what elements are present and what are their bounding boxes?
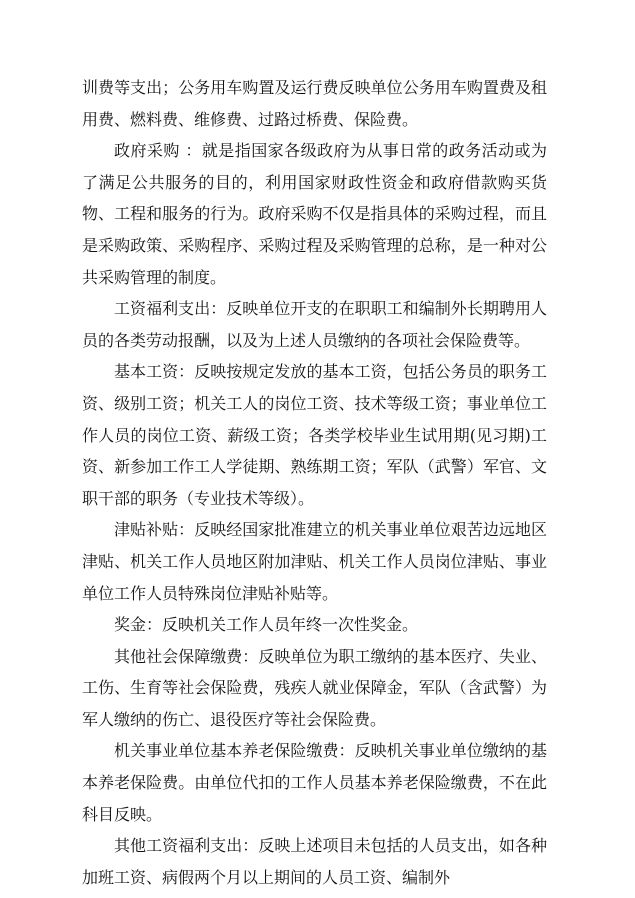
paragraph-other-social-security: 其他社会保障缴费：反映单位为职工缴纳的基本医疗、失业、工伤、生育等社会保险费，残疾人就业保障金，军队（含武警）为军人缴纳的伤亡、退役医疗等社会保险费。 [82, 646, 547, 729]
paragraph-basic-salary: 基本工资：反映按规定发放的基本工资，包括公务员的职务工资、级别工资；机关工人的岗位工资、技术等级工资；事业单位工作人员的岗位工资、薪级工资；各类学校毕业生试用期(见习期)工资、新参加工作工人学徒期、熟练期工资；军队（武警）军官、文职干部的职务（专业技术等级）。 [82, 362, 547, 508]
paragraph-other-wage-welfare: 其他工资福利支出：反映上述项目未包括的人员支出，如各种加班工资、病假两个月以上期间的人员工资、编制外 [82, 836, 547, 887]
paragraph-bonus: 奖金：反映机关工作人员年终一次性奖金。 [114, 615, 419, 635]
paragraph-wage-welfare-expenditure: 工资福利支出：反映单位开支的在职职工和编制外长期聘用人员的各类劳动报酬，以及为上述人员缴纳的各项社会保险费等。 [82, 299, 547, 350]
document-page [82, 72, 547, 893]
paragraph-vehicle-expenses: 训费等支出；公务用车购置及运行费反映单位公务用车购置费及租用费、燃料费、维修费、过路过桥费、保险费。 [82, 78, 547, 129]
paragraph-allowances-subsidies: 津贴补贴：反映经国家批准建立的机关事业单位艰苦边远地区津贴、机关工作人员地区附加津贴、机关工作人员岗位津贴、事业单位工作人员特殊岗位津贴补贴等。 [82, 520, 547, 603]
paragraph-pension-insurance: 机关事业单位基本养老保险缴费：反映机关事业单位缴纳的基本养老保险费。由单位代扣的工作人员基本养老保险缴费，不在此科目反映。 [82, 741, 547, 824]
paragraph-government-procurement: 政府采购 ：就是指国家各级政府为从事日常的政务活动或为了满足公共服务的目的，利用国家财政性资金和政府借款购买货物、工程和服务的行为。政府采购不仅是指具体的采购过程，而且是采购政策、采购程序、采购过程及采购管理的总称，是一种对公共采购管理的制度。 [82, 141, 547, 287]
